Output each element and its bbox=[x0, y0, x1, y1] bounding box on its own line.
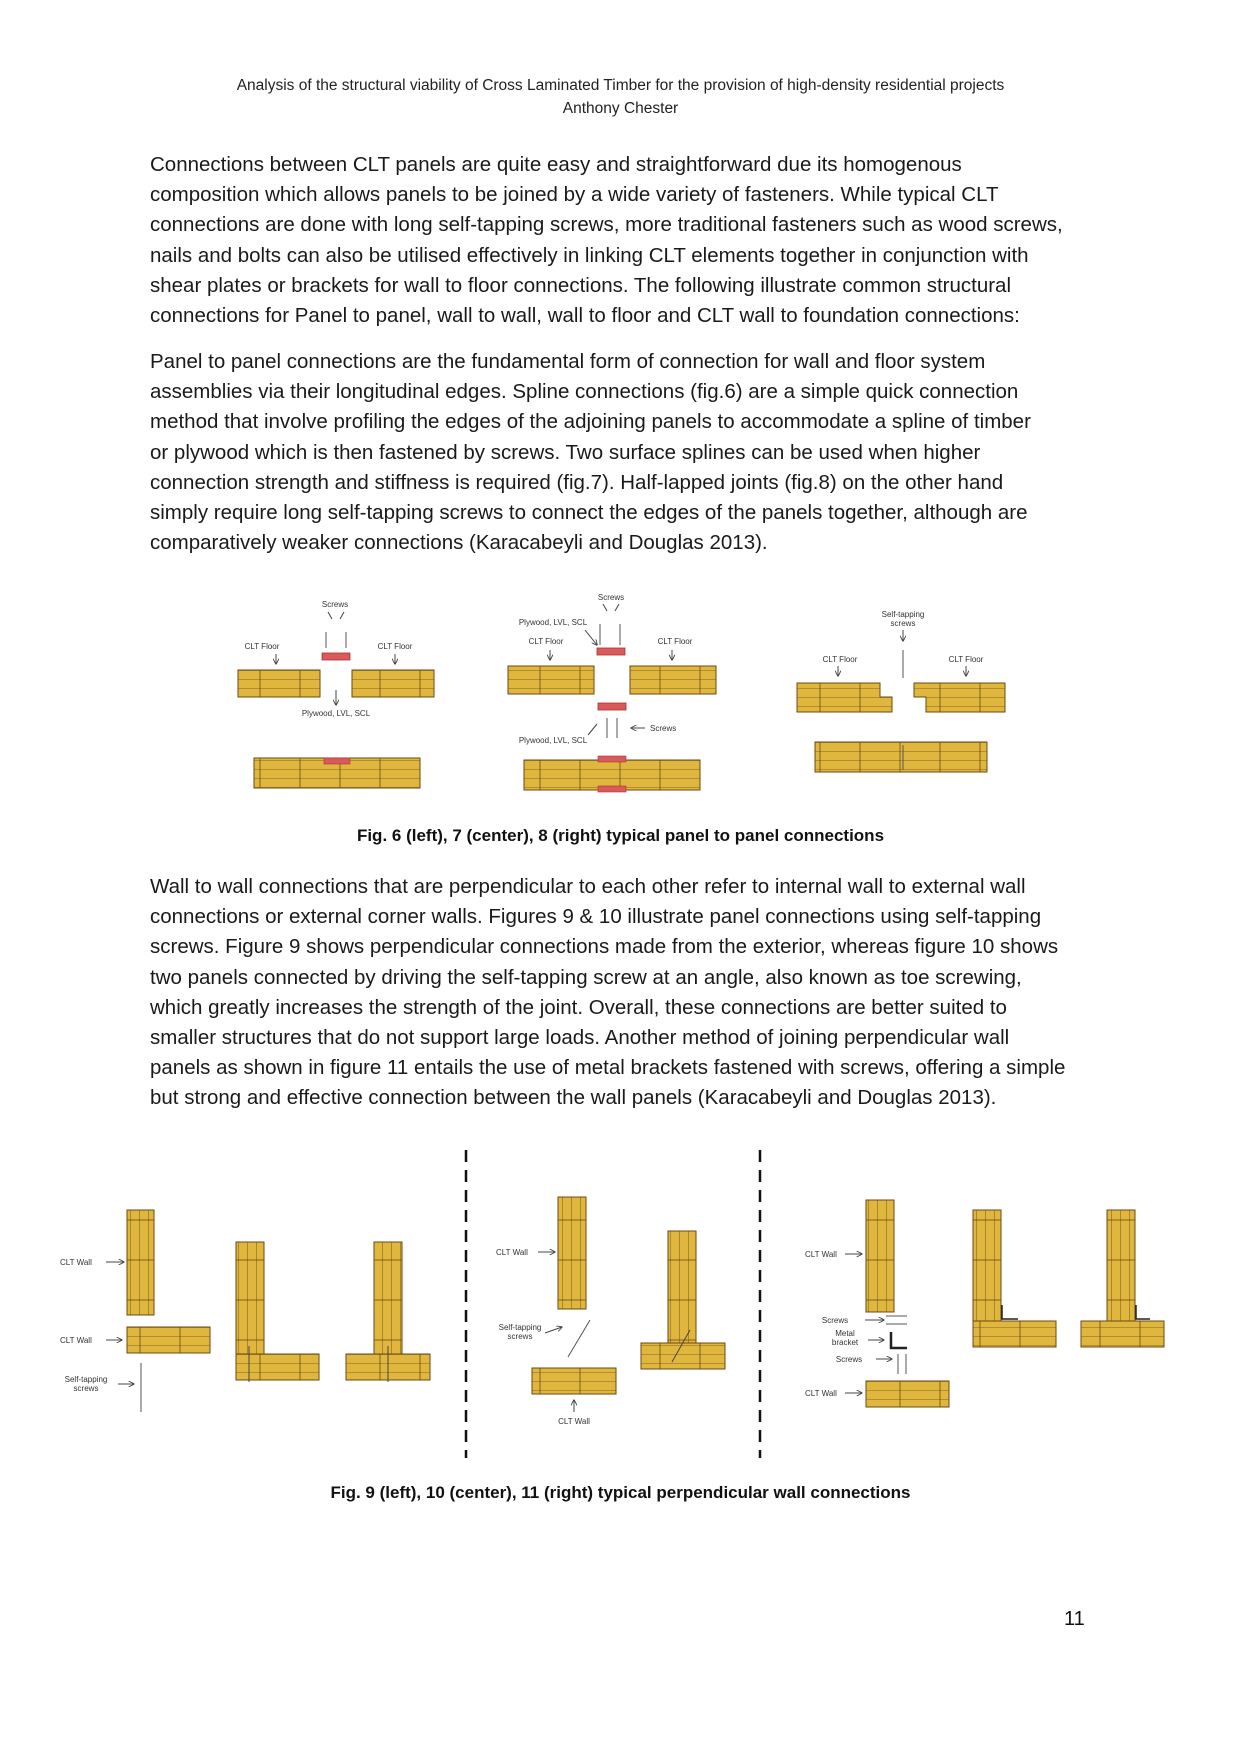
label-clt-floor: CLT Floor bbox=[244, 642, 280, 651]
text-line: method that involve profiling the edges of the adjoining panels to accommodate a spline of timber bbox=[150, 410, 1031, 434]
text-line: screws. Figure 9 shows perpendicular connections made from the exterior, whereas figure 10 shows bbox=[150, 935, 1059, 959]
figure-caption-wall-connections: Fig. 9 (left), 10 (center), 11 (right) typical perpendicular wall connections bbox=[330, 1483, 911, 1502]
label-clt-floor: CLT Floor bbox=[822, 655, 858, 664]
text-line: Wall to wall connections that are perpendicular to each other refer to internal wall to external wall bbox=[150, 875, 1026, 898]
clt-wall-panel bbox=[127, 1210, 154, 1315]
text-line: simply require long self-tapping screws to connect the edges of the panels together, although are bbox=[150, 501, 1028, 525]
label-metal: Metal bbox=[835, 1329, 855, 1338]
screw-icon bbox=[568, 1320, 590, 1357]
label-self-tapping: Self-tapping bbox=[64, 1375, 108, 1384]
clt-wall-panel bbox=[558, 1197, 586, 1309]
label-screws: screws bbox=[507, 1332, 533, 1341]
label-screws: Screws bbox=[821, 1316, 849, 1325]
metal-bracket-icon bbox=[1002, 1305, 1018, 1319]
label-clt-wall: CLT Wall bbox=[60, 1336, 92, 1345]
clt-wall-panel bbox=[374, 1242, 402, 1354]
label-screws: screws bbox=[73, 1384, 99, 1393]
text-line: Panel to panel connections are the fundamental form of connection for wall and floor system bbox=[150, 350, 986, 373]
text-line: comparatively weaker connections (Karacabeyli and Douglas 2013). bbox=[150, 531, 768, 555]
text-line: assemblies via their longitudinal edges. Spline connections (fig.6) are a simple quick connection bbox=[150, 380, 1019, 404]
text-line: Connections between CLT panels are quite easy and straightforward due its homogenous bbox=[150, 153, 962, 176]
label-screws: Screws bbox=[321, 600, 349, 609]
label-clt-wall: CLT Wall bbox=[805, 1389, 837, 1398]
clt-wall-panel bbox=[641, 1343, 725, 1369]
label-self-tapping: Self-tapping bbox=[881, 610, 925, 619]
label-clt-wall: CLT Wall bbox=[60, 1258, 92, 1267]
clt-wall-panel bbox=[1081, 1321, 1164, 1347]
clt-wall-panel bbox=[236, 1354, 319, 1380]
label-screws: Screws bbox=[597, 593, 625, 602]
metal-bracket-icon bbox=[1136, 1305, 1150, 1319]
header-author: Anthony Chester bbox=[562, 100, 679, 117]
text-line: panels as shown in figure 11 entails the use of metal brackets fastened with screws, offering a simple bbox=[150, 1056, 1066, 1080]
text-line: or plywood which is then fastened by screws. Two surface splines can be used when higher bbox=[150, 440, 981, 464]
text-line: connections for Panel to panel, wall to wall, wall to floor and CLT wall to foundation connections: bbox=[150, 304, 1020, 328]
text-line: connections are done with long self-tapping screws, more traditional fasteners such as wood screws, bbox=[150, 213, 1063, 237]
label-plywood: Plywood, LVL, SCL bbox=[301, 709, 371, 718]
figure-caption-panel-connections: Fig. 6 (left), 7 (center), 8 (right) typical panel to panel connections bbox=[356, 826, 885, 845]
label-bracket: bracket bbox=[831, 1338, 859, 1347]
text-line: smaller structures that do not support large loads. Another method of joining perpendicular wall bbox=[150, 1026, 1010, 1050]
fig9-exterior-screw-connection bbox=[60, 1210, 430, 1412]
label-screws: Screws bbox=[650, 724, 677, 733]
label-clt-floor: CLT Floor bbox=[377, 642, 413, 651]
clt-wall-panel bbox=[532, 1368, 616, 1394]
label-clt-floor: CLT Floor bbox=[948, 655, 984, 664]
clt-wall-panel bbox=[1107, 1210, 1135, 1321]
label-clt-wall: CLT Wall bbox=[496, 1248, 528, 1257]
label-screws: Screws bbox=[835, 1355, 863, 1364]
clt-wall-panel bbox=[668, 1231, 696, 1343]
text-line: shear plates or brackets for wall to floor connections. The following illustrate common structural bbox=[150, 273, 1012, 297]
clt-wall-panel bbox=[127, 1327, 210, 1353]
text-line: but strong and effective connection between the wall panels (Karacabeyli and Douglas 2013). bbox=[150, 1086, 997, 1110]
fig10-toe-screw-connection bbox=[496, 1197, 725, 1426]
text-line: composition which allows panels to be joined by a wide variety of fasteners. While typical CLT bbox=[150, 183, 999, 207]
label-plywood: Plywood, LVL, SCL bbox=[518, 736, 588, 745]
label-screws: screws bbox=[890, 619, 916, 628]
label-clt-wall: CLT Wall bbox=[558, 1417, 590, 1426]
label-plywood: Plywood, LVL, SCL bbox=[518, 618, 588, 627]
fig11-metal-bracket-connection bbox=[805, 1200, 1164, 1407]
text-line: connection strength and stiffness is required (fig.7). Half-lapped joints (fig.8) on the other hand bbox=[150, 470, 1004, 494]
text-line: two panels connected by driving the self-tapping screw at an angle, also known as toe screwing, bbox=[150, 965, 1022, 989]
header-title: Analysis of the structural viability of Cross Laminated Timber for the provision of high-density residential projects bbox=[236, 77, 1005, 94]
metal-bracket-icon bbox=[891, 1332, 907, 1348]
arrow-icon bbox=[545, 1327, 562, 1333]
page-number: 11 bbox=[1064, 1608, 1085, 1630]
text-line: connections or external corner walls. Figures 9 & 10 illustrate panel connections using self-tapping bbox=[150, 905, 1042, 929]
clt-wall-panel bbox=[866, 1381, 949, 1407]
clt-wall-panel bbox=[973, 1210, 1001, 1321]
label-clt-floor: CLT Floor bbox=[657, 637, 693, 646]
label-clt-floor: CLT Floor bbox=[528, 637, 564, 646]
label-self-tapping: Self-tapping bbox=[498, 1323, 542, 1332]
clt-wall-panel bbox=[973, 1321, 1056, 1347]
clt-wall-panel bbox=[236, 1242, 264, 1354]
clt-wall-panel bbox=[866, 1200, 894, 1312]
text-line: which greatly increases the strength of the joint. Overall, these connections are better suited to bbox=[150, 995, 1007, 1019]
label-clt-wall: CLT Wall bbox=[805, 1250, 837, 1259]
text-line: nails and bolts can also be utilised effectively in linking CLT elements together in conjunction with bbox=[150, 243, 1029, 267]
